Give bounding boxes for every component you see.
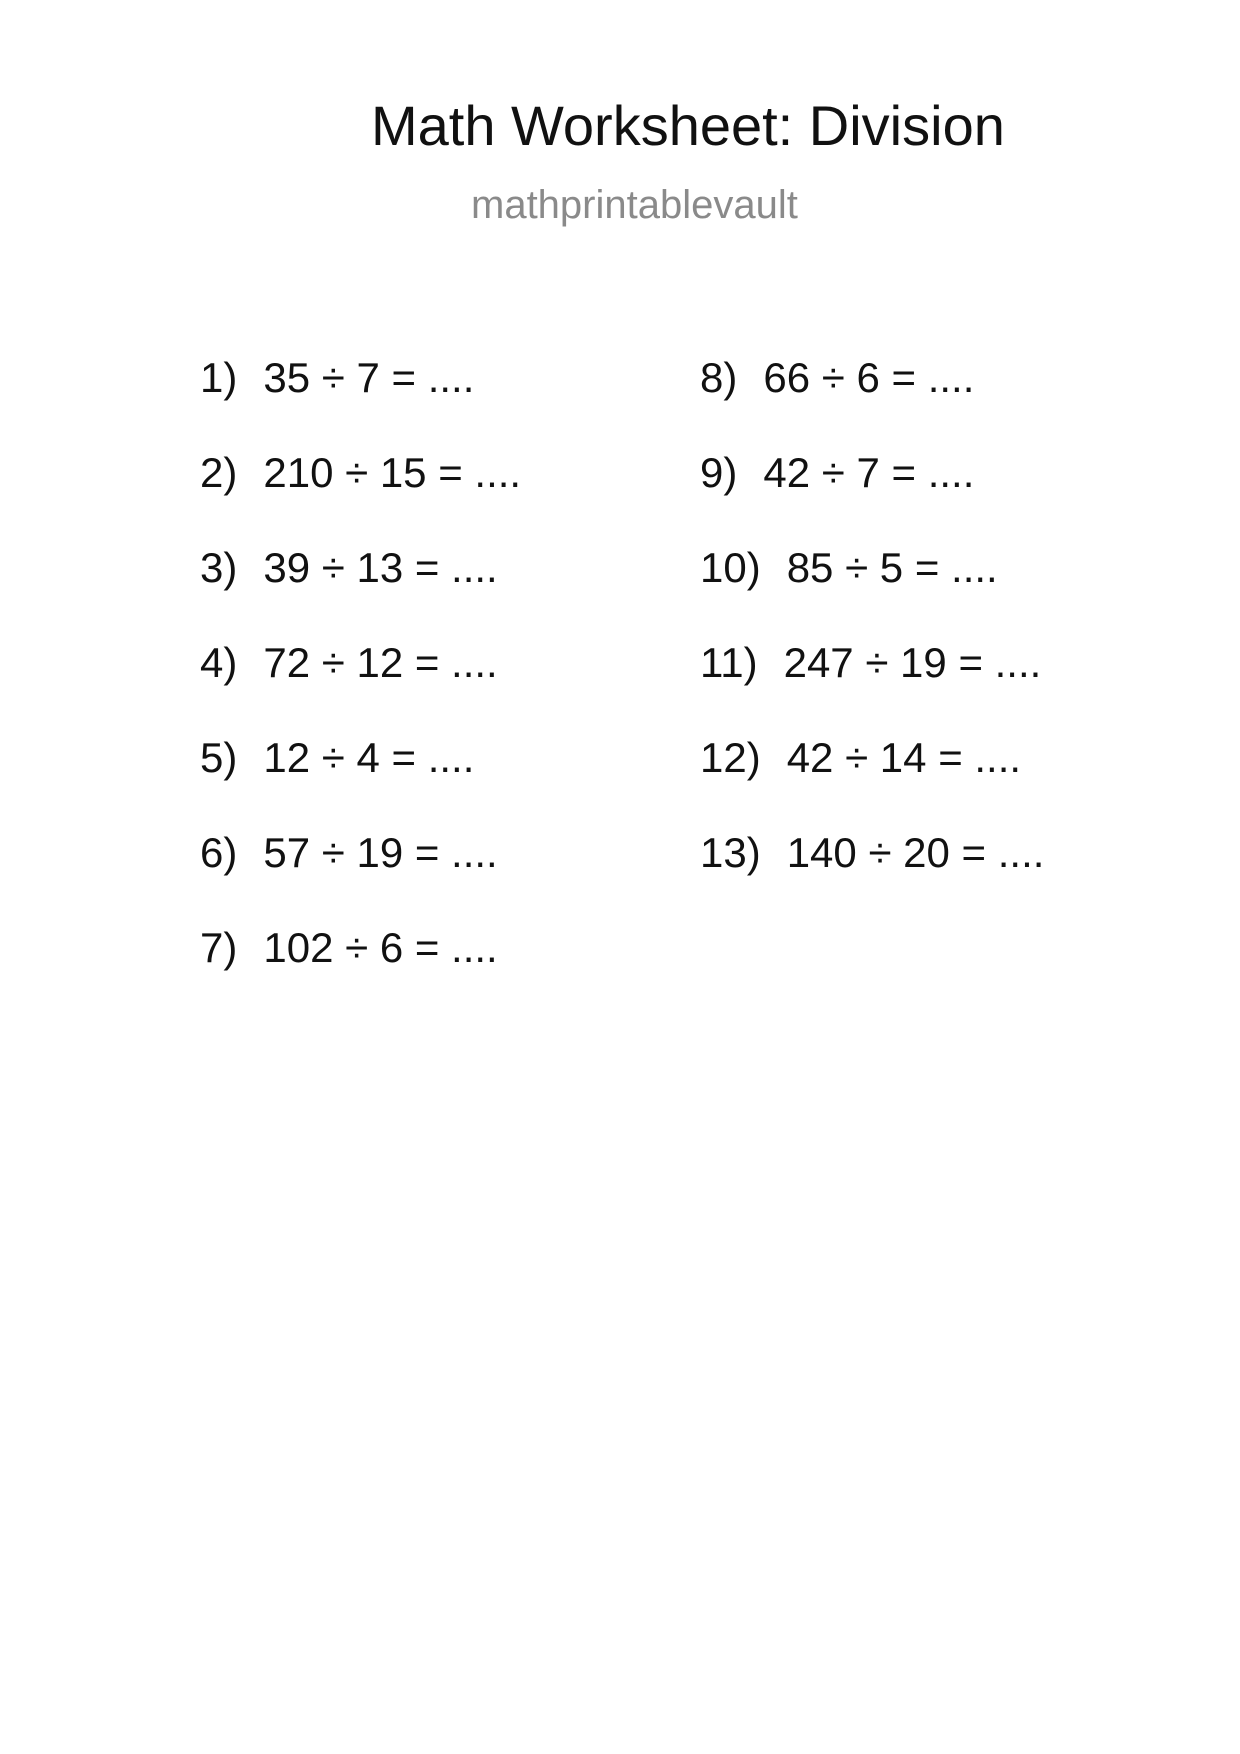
problem-number: 9): [700, 449, 738, 496]
page-title: Math Worksheet: Division: [371, 94, 1005, 157]
problem-number: 2): [200, 449, 238, 496]
problem-number: 12): [700, 734, 761, 781]
problem-2: [200, 449, 522, 496]
problem-4: [200, 639, 498, 686]
problem-11: [700, 639, 1042, 686]
problem-13: [700, 829, 1045, 876]
page-subtitle: mathprintablevault: [471, 183, 798, 227]
problem-8: [700, 354, 975, 401]
problem-number: 4): [200, 639, 238, 686]
problem-9: [700, 449, 975, 496]
problem-number: 5): [200, 734, 238, 781]
problem-number: 13): [700, 829, 761, 876]
problem-expression: 140 ÷ 20 = ....: [786, 829, 1045, 876]
problem-number: 7): [200, 924, 238, 971]
problem-expression: 210 ÷ 15 = ....: [263, 449, 522, 496]
problem-6: [200, 829, 498, 876]
problem-number: 3): [200, 544, 238, 591]
problem-7: [200, 924, 498, 971]
problem-number: 1): [200, 354, 238, 401]
problem-number: 10): [700, 544, 761, 591]
problem-3: [200, 544, 498, 591]
problem-expression: 42 ÷ 7 = ....: [763, 449, 975, 496]
problem-expression: 57 ÷ 19 = ....: [263, 829, 498, 876]
problem-12: [700, 734, 1022, 781]
problem-number: 11): [700, 639, 758, 686]
problem-expression: 42 ÷ 14 = ....: [786, 734, 1022, 781]
problem-5: [200, 734, 475, 781]
problem-expression: 66 ÷ 6 = ....: [763, 354, 975, 401]
problem-expression: 39 ÷ 13 = ....: [263, 544, 498, 591]
problem-expression: 72 ÷ 12 = ....: [263, 639, 498, 686]
problem-expression: 102 ÷ 6 = ....: [263, 924, 498, 971]
problem-1: [200, 354, 475, 401]
problem-10: [700, 544, 998, 591]
problem-number: 8): [700, 354, 738, 401]
problem-number: 6): [200, 829, 238, 876]
problem-expression: 12 ÷ 4 = ....: [263, 734, 475, 781]
problem-expression: 35 ÷ 7 = ....: [263, 354, 475, 401]
problem-expression: 247 ÷ 19 = ....: [783, 639, 1042, 686]
problem-expression: 85 ÷ 5 = ....: [786, 544, 998, 591]
